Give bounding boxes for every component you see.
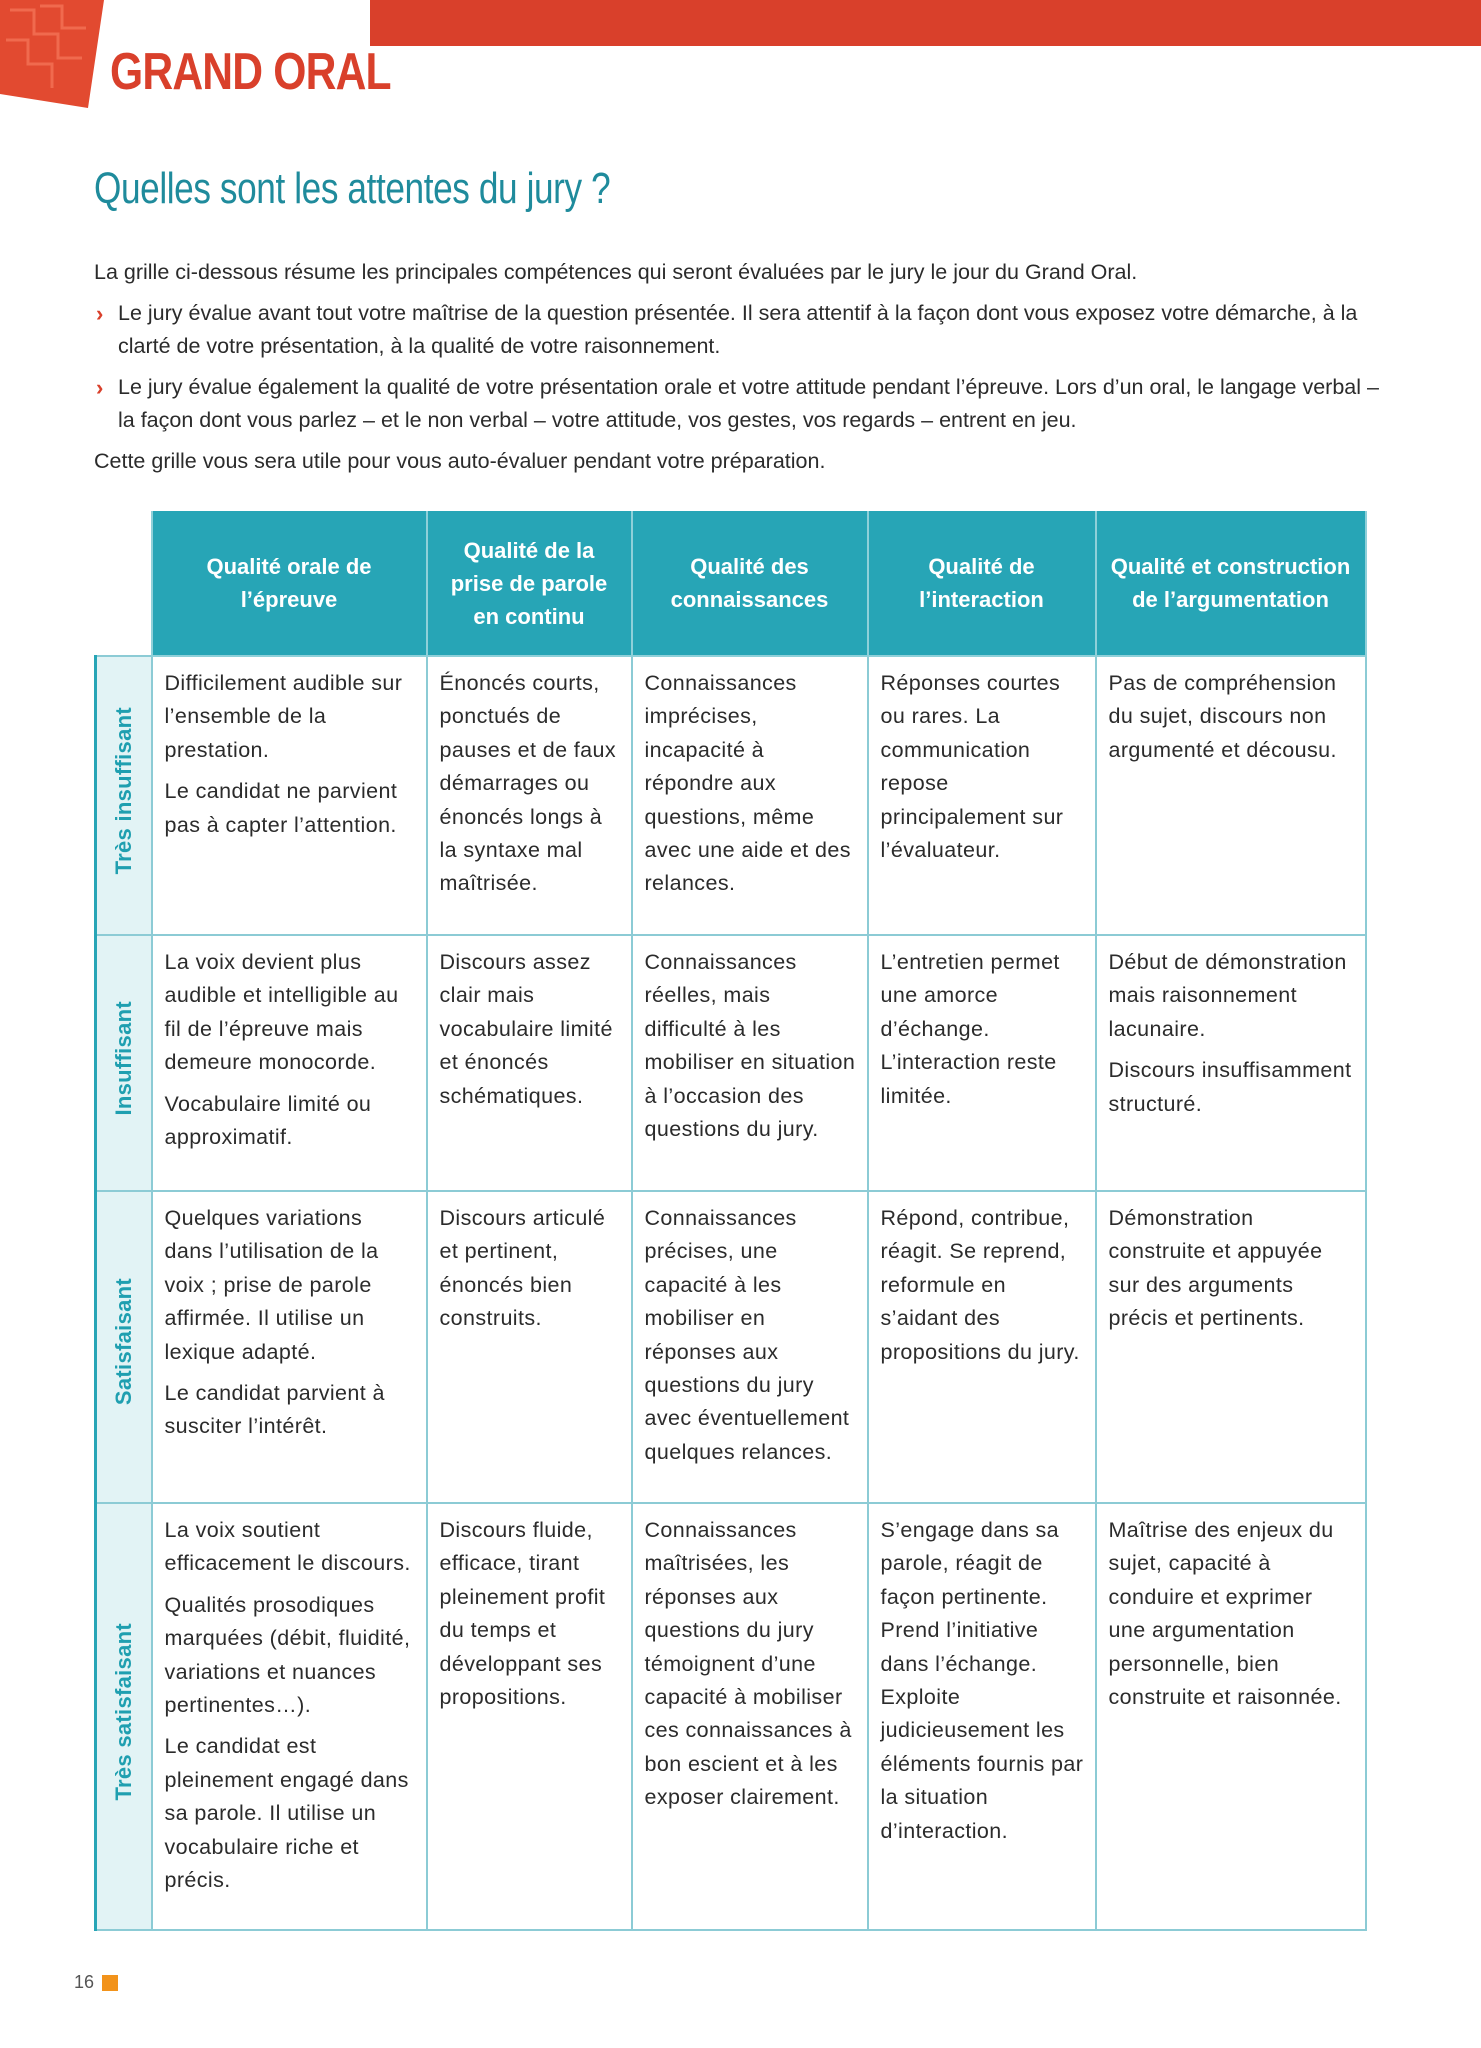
grid-cell: [868, 656, 1096, 935]
cell-text: Répond, contribue, réagit. Se reprend, reformule en s’aidant des propositions du jury.: [880, 1206, 1080, 1364]
chevron-right-icon: ›: [96, 301, 104, 326]
grid-cell: [152, 1503, 427, 1930]
section-title: GRAND ORAL: [110, 43, 391, 101]
column-header: Qualité orale de l’épreuve: [152, 511, 427, 656]
intro-paragraph: La grille ci-dessous résume les principales compétences qui seront évaluées par le jury le jour du Grand Oral.: [94, 260, 1138, 284]
cell-text: Discours insuffisamment structuré.: [1108, 1058, 1352, 1116]
grid-row: [96, 656, 1366, 935]
cell-text: Début de démonstration mais raisonnement lacunaire.: [1108, 950, 1347, 1041]
intro-bullet: [94, 297, 1384, 363]
grid-row: [96, 1191, 1366, 1503]
corner-geometric-logo: [0, 0, 104, 108]
intro-bullet-text: Le jury évalue également la qualité de votre présentation orale et votre attitude pendant l’épreuve. Lors d’un oral, le langage verbal – la façon dont vous parlez – et le non verbal – votre attitude, vos gestes, vos regards – entrent en jeu.: [118, 375, 1379, 432]
grid-cell: [427, 1191, 632, 1503]
cell-text: Discours articulé et pertinent, énoncés bien construits.: [439, 1206, 606, 1331]
cell-text: La voix devient plus audible et intelligible au fil de l’épreuve mais demeure monocorde.: [164, 950, 399, 1075]
grid-cell: [152, 935, 427, 1191]
row-label-cell: [96, 935, 152, 1191]
cell-text: Quelques variations dans l’utilisation de la voix ; prise de parole affirmée. Il utilise un lexique adapté.: [164, 1206, 379, 1364]
grid-row: [96, 1503, 1366, 1930]
cell-text: Discours assez clair mais vocabulaire limité et énoncés schématiques.: [439, 950, 613, 1108]
cell-text: Connaissances imprécises, incapacité à répondre aux questions, même avec une aide et des relances.: [644, 671, 851, 896]
page-heading: Quelles sont les attentes du jury ?: [94, 164, 611, 213]
column-header: Qualité des connaissances: [632, 511, 868, 656]
cell-text: Le candidat parvient à susciter l’intérêt.: [164, 1381, 385, 1439]
cell-text: Le candidat est pleinement engagé dans sa parole. Il utilise un vocabulaire riche et précis.: [164, 1734, 409, 1893]
row-label-cell: [96, 656, 152, 935]
row-label: Satisfaisant: [111, 1278, 137, 1406]
grid-cell: [868, 935, 1096, 1191]
page-marker-square: [102, 1975, 118, 1991]
intro-text: [94, 256, 1384, 486]
grid-cell: [632, 656, 868, 935]
cell-text: S’engage dans sa parole, réagit de façon pertinente. Prend l’initiative dans l’échange. Exploite judicieusement les éléments fournis par la situation d’interaction.: [880, 1518, 1084, 1843]
grid-row: [96, 935, 1366, 1191]
grid-cell: [152, 1191, 427, 1503]
cell-text: La voix soutient efficacement le discours.: [164, 1518, 411, 1576]
cell-text: L’entretien permet une amorce d’échange. L’interaction reste limitée.: [880, 950, 1060, 1108]
intro-bullet-text: Le jury évalue avant tout votre maîtrise de la question présentée. Il sera attentif à la façon dont vous exposez votre démarche, à la clarté de votre présentation, à la qualité de votre raisonnement.: [118, 301, 1358, 358]
grid-cell: [427, 1503, 632, 1930]
grid-cell: [1096, 935, 1366, 1191]
cell-text: Connaissances précises, une capacité à les mobiliser en réponses aux questions du jury avec éventuellement quelques relances.: [644, 1206, 850, 1464]
top-accent-bar: [370, 0, 1481, 46]
intro-closing: Cette grille vous sera utile pour vous auto-évaluer pendant votre préparation.: [94, 449, 826, 473]
page-footer: [74, 1972, 118, 1993]
grid-corner: [96, 511, 152, 656]
row-label: Très satisfaisant: [111, 1622, 137, 1801]
grid-cell: [427, 656, 632, 935]
row-label-cell: [96, 1191, 152, 1503]
grid-cell: [1096, 1191, 1366, 1503]
grid-cell: [427, 935, 632, 1191]
grid-cell: [1096, 656, 1366, 935]
cell-text: Connaissances réelles, mais difficulté à les mobiliser en situation à l’occasion des questions du jury.: [644, 950, 856, 1142]
cell-text: Pas de compréhension du sujet, discours non argumenté et décousu.: [1108, 671, 1337, 762]
column-header: Qualité de l’interaction: [868, 511, 1096, 656]
grid-cell: [1096, 1503, 1366, 1930]
grid-cell: [632, 1503, 868, 1930]
cell-text: Le candidat ne parvient pas à capter l’attention.: [164, 779, 398, 837]
row-label: Insuffisant: [111, 1000, 137, 1116]
page-number: 16: [74, 1972, 95, 1992]
intro-bullet: [94, 371, 1384, 437]
cell-text: Difficilement audible sur l’ensemble de la prestation.: [164, 671, 403, 762]
cell-text: Maîtrise des enjeux du sujet, capacité à conduire et exprimer une argumentation personnelle, bien construite et raisonnée.: [1108, 1518, 1342, 1710]
row-label: Très insuffisant: [111, 706, 137, 874]
cell-text: Qualités prosodiques marquées (débit, fluidité, variations et nuances pertinentes…).: [164, 1592, 411, 1718]
column-header: Qualité et construction de l’argumentation: [1096, 511, 1366, 656]
grid-header-row: [96, 511, 1366, 656]
grid-cell: [868, 1503, 1096, 1930]
cell-text: Vocabulaire limité ou approximatif.: [164, 1091, 372, 1150]
cell-text: Discours fluide, efficace, tirant pleinement profit du temps et développant ses propositions.: [439, 1518, 606, 1710]
row-label-cell: [96, 1503, 152, 1930]
cell-text: Réponses courtes ou rares. La communication repose principalement sur l’évaluateur.: [880, 671, 1064, 863]
grid-cell: [152, 656, 427, 935]
cell-text: Connaissances maîtrisées, les réponses aux questions du jury témoignent d’une capacité à mobiliser ces connaissances à bon escient et à les exposer clairement.: [644, 1518, 852, 1810]
chevron-right-icon: ›: [96, 375, 104, 400]
grid-cell: [632, 1191, 868, 1503]
grid-cell: [632, 935, 868, 1191]
cell-text: Démonstration construite et appuyée sur des arguments précis et pertinents.: [1108, 1206, 1323, 1331]
evaluation-grid: [94, 511, 1367, 1931]
column-header: Qualité de la prise de parole en continu: [427, 511, 632, 656]
cell-text: Énoncés courts, ponctués de pauses et de faux démarrages ou énoncés longs à la syntaxe mal maîtrisée.: [439, 671, 617, 896]
grid-cell: [868, 1191, 1096, 1503]
